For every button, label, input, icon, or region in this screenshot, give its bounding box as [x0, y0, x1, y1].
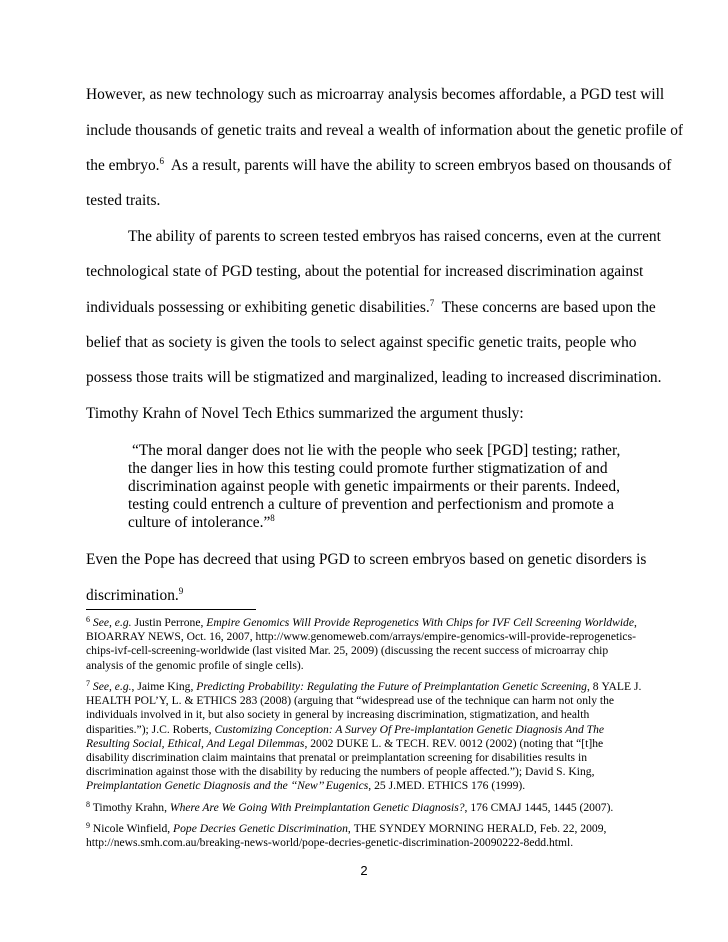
footnote-number: 7 — [86, 679, 90, 688]
body-line: belief that as society is given the tools to select against specific genetic traits, people who — [86, 334, 637, 351]
body-text: These concerns are based upon the — [441, 299, 656, 316]
body-text: culture of intolerance.” — [128, 514, 271, 531]
footnote-source: BIOARRAY NEWS — [86, 630, 181, 644]
footnote-title: Predicting Probability: Regulating the Future of Preimplantation Genetic Screening — [196, 680, 587, 693]
block-quote-line: the danger lies in how this testing could promote further stigmatization of and — [128, 460, 608, 477]
footnote-title: Empire Genomics Will Provide Reprogenetics With Chips for IVF Cell Screening Worldwide — [206, 616, 635, 629]
footnote-author: , Jaime King, — [131, 680, 194, 693]
footnote-author: Nicole Winfield, — [92, 822, 171, 835]
body-text: As a result, parents will have the ability to screen embryos based on thousands of — [170, 157, 672, 174]
footnote-ref: 9 — [178, 586, 184, 596]
body-line: include thousands of genetic traits and reveal a wealth of information about the genetic profile of — [86, 122, 684, 139]
body-line: tested traits. — [86, 192, 161, 209]
body-text: discrimination. — [86, 587, 179, 604]
footnote-text: , 25 J. — [368, 779, 396, 793]
footnote-number: 9 — [86, 821, 90, 830]
footnote-signal: See, e.g. — [92, 616, 132, 629]
footnote-number: 8 — [86, 800, 90, 809]
footnote-6: $^6$ See, e.g. Justin Perrone, Empire Genomics Will Provide Reprogenetics With Chips for IVF Cell Screening Worldwide, BIOARRAY NEWS, Oct. 16, 2007, http://www.genomeweb.com/arrays/empire-genomics-will-provide-reprogenetics-chips-ivf-cell-screening-worldwide (last visited Mar. 25, 2009) (discussing the recent success of microarray chip analysis of the genomic profile of single cells). — [86, 615, 637, 672]
body-line: technological state of PGD testing, about the potential for increased discrimination against — [86, 263, 644, 280]
footnote-text: 176 (1999). — [468, 779, 526, 793]
footnote-text: , 176 CMAJ 1445, 1445 (2007). — [464, 801, 614, 814]
footnote-7 — [86, 680, 646, 794]
page-number: 2 — [360, 863, 368, 878]
footnote-source: YALE J. HEALTH POL’Y, L. & ETHICS — [86, 680, 642, 708]
block-quote-line: testing could entrench a culture of prevention and perfectionism and promote a — [128, 496, 614, 513]
footnote-text: , Feb. 22, 2009, http://news.smh.com.au/breaking-news-world/pope-decries-genetic-discrimination-20090222-8edd.html. — [86, 822, 607, 850]
footnote-number: 6 — [86, 615, 90, 624]
footnote-source: MED. ETHICS — [396, 779, 469, 793]
footnote-author: Justin Perrone, — [134, 616, 204, 629]
body-line — [86, 299, 656, 317]
body-line: The ability of parents to screen tested embryos has raised concerns, even at the current — [128, 228, 661, 245]
footnote-text: , 2002 — [304, 736, 334, 750]
body-line: Timothy Krahn of Novel Tech Ethics summarized the argument thusly: — [86, 405, 524, 422]
footnote-separator — [86, 609, 256, 610]
footnote-title: Preimplantation Genetic Diagnosis and the ‘‘New’’ Eugenics — [86, 779, 369, 793]
body-line — [86, 587, 183, 605]
footnote-8 — [86, 801, 646, 815]
footnote-title: Pope Decries Genetic Discrimination — [173, 822, 348, 835]
body-line: Even the Pope has decreed that using PGD to screen embryos based on genetic disorders is — [86, 551, 647, 568]
footnote-title: Where Are We Going With Preimplantation Genetic Diagnosis? — [169, 801, 465, 814]
footnote-ref: 6 — [159, 156, 165, 166]
body-text: individuals possessing or exhibiting genetic disabilities. — [86, 299, 430, 316]
footnote-ref: 8 — [270, 513, 275, 523]
footnote-text: 0012 (2002) (noting that “[t]he disability discrimination claim maintains that prenatal or preimplantation screening for disabilities results in discrimination against those with the disability by reducing the numbers of people affected.”); David S. King, — [86, 736, 604, 779]
footnote-signal: See, e.g. — [92, 680, 132, 693]
footnote-9: $^9$ Nicole Winfield, Pope Decries Genetic Discrimination, THE SYNDEY MORNING HERALD, Feb. 22, 2009, http://news.smh.com.au/breaking-news-world/pope-decries-genetic-discrimination-20090222-8edd.html. — [86, 821, 607, 850]
block-quote-line: “The moral danger does not lie with the people who seek [PGD] testing; rather, — [132, 442, 621, 459]
body-text: the embryo. — [86, 157, 160, 174]
footnote-text: , Oct. 16, 2007, http://www.genomeweb.com/arrays/empire-genomics-will-provide-reprogenetics-chips-ivf-cell-screening-worldwide (last visited Mar. 25, 2009) (discussing the recent success of microarray chip analysis of the genomic profile of single cells). — [86, 630, 636, 672]
footnote-source: DUKE L. & TECH. REV. — [336, 736, 457, 750]
footnote-text: , 8 — [586, 680, 599, 693]
body-line: However, as new technology such as microarray analysis becomes affordable, a PGD test will — [86, 86, 665, 103]
footnote-title: Customizing Conception: A Survey Of Pre-implantation Genetic Diagnosis And The Resulting Social, Ethical, And Legal Dilemmas — [86, 722, 605, 750]
footnote-ref: 7 — [429, 298, 435, 308]
block-quote-line — [128, 514, 599, 532]
body-line — [86, 157, 671, 175]
footnote-text: 283 (2008) (arguing that “widespread use of the technique can harm not only the individuals involved in it, but also society in general by increasing discrimination, stigmatization, and health disparities.”); J.C. Roberts, — [86, 694, 615, 736]
block-quote-line: discrimination against people with genetic impairments or their parents. Indeed, — [128, 478, 620, 495]
body-line: possess those traits will be stigmatized and marginalized, leading to increased discrimination. — [86, 369, 662, 386]
footnote-author: Timothy Krahn, — [92, 801, 167, 814]
footnote-source: THE SYNDEY MORNING HERALD — [353, 822, 534, 835]
